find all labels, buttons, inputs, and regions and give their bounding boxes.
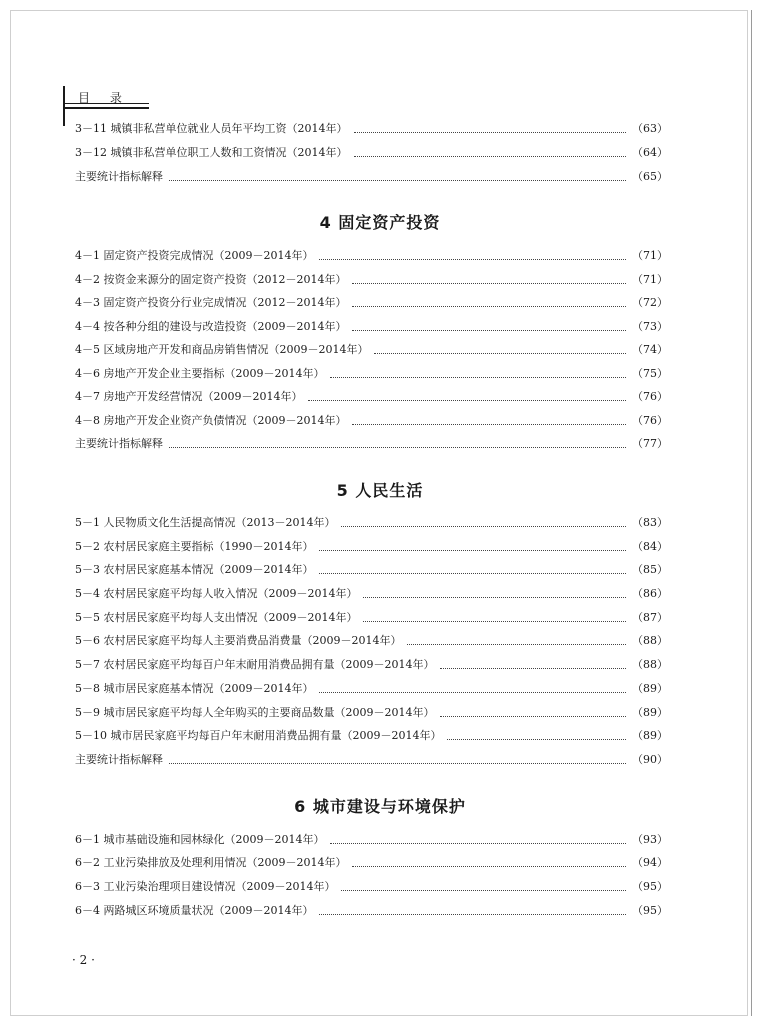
toc-entry-label: 6－2 工业污染排放及处理利用情况（2009－2014年） xyxy=(75,856,347,869)
toc-entry-page: （64） xyxy=(632,146,668,159)
toc-entry-page: （89） xyxy=(632,729,668,742)
dot-leader xyxy=(374,352,626,354)
toc-entry[interactable] xyxy=(75,705,668,721)
toc-entry-page: （63） xyxy=(632,122,668,135)
dot-leader xyxy=(341,525,626,527)
toc-entry-page: （94） xyxy=(632,856,668,869)
toc-entry-label: 6－3 工业污染治理项目建设情况（2009－2014年） xyxy=(75,880,336,893)
toc-entry-page: （95） xyxy=(632,904,668,917)
toc-entry-label: 5－2 农村居民家庭主要指标（1990－2014年） xyxy=(75,540,314,553)
dot-leader xyxy=(363,596,626,598)
toc-entry-page: （95） xyxy=(632,880,668,893)
toc-entry-label: 5－3 农村居民家庭基本情况（2009－2014年） xyxy=(75,563,314,576)
toc-entry-label: 3－11 城镇非私营单位就业人员年平均工资（2014年） xyxy=(75,122,348,135)
toc-entry[interactable] xyxy=(75,657,668,673)
toc-entry[interactable] xyxy=(75,319,668,335)
toc-entry-label: 5－8 城市居民家庭基本情况（2009－2014年） xyxy=(75,682,314,695)
toc-entry[interactable] xyxy=(75,633,668,649)
dot-leader xyxy=(319,691,626,693)
toc-entry-label: 4－7 房地产开发经营情况（2009－2014年） xyxy=(75,390,303,403)
toc-entry-page: （77） xyxy=(632,437,668,450)
running-head-vertical-rule xyxy=(63,86,65,126)
running-head-rule-thick xyxy=(63,107,149,109)
toc-entry[interactable] xyxy=(75,169,668,185)
toc-entry[interactable] xyxy=(75,145,668,161)
toc-entry-page: （73） xyxy=(632,320,668,333)
dot-leader xyxy=(440,715,626,717)
toc-entry-page: （71） xyxy=(632,249,668,262)
toc-entry[interactable] xyxy=(75,728,668,744)
toc-entry-label: 5－5 农村居民家庭平均每人支出情况（2009－2014年） xyxy=(75,611,358,624)
toc-entry-label: 6－4 两路城区环境质量状况（2009－2014年） xyxy=(75,904,314,917)
dot-leader xyxy=(352,423,626,425)
toc-entry-label: 5－4 农村居民家庭平均每人收入情况（2009－2014年） xyxy=(75,587,358,600)
toc-entry-page: （83） xyxy=(632,516,668,529)
toc-entry-page: （86） xyxy=(632,587,668,600)
toc-entry-page: （71） xyxy=(632,273,668,286)
toc-entry-page: （88） xyxy=(632,658,668,671)
dot-leader xyxy=(363,620,626,622)
toc-entry-label: 主要统计指标解释 xyxy=(75,753,163,766)
toc-entry-page: （76） xyxy=(632,390,668,403)
toc-entry-page: （72） xyxy=(632,296,668,309)
toc-entry-label: 4－4 按各种分组的建设与改造投资（2009－2014年） xyxy=(75,320,347,333)
dot-leader xyxy=(319,258,626,260)
toc-entry[interactable] xyxy=(75,903,668,919)
dot-leader xyxy=(354,131,627,133)
dot-leader xyxy=(319,549,626,551)
toc-entry-label: 5－10 城市居民家庭平均每百户年末耐用消费品拥有量（2009－2014年） xyxy=(75,729,442,742)
dot-leader xyxy=(319,572,626,574)
toc-entry[interactable] xyxy=(75,610,668,626)
toc-entry[interactable] xyxy=(75,295,668,311)
dot-leader xyxy=(407,643,626,645)
toc-entry-page: （89） xyxy=(632,706,668,719)
toc-entry[interactable] xyxy=(75,681,668,697)
toc-entry-label: 4－2 按资金来源分的固定资产投资（2012－2014年） xyxy=(75,273,347,286)
toc-entry[interactable] xyxy=(75,366,668,382)
toc-entry-label: 4－8 房地产开发企业资产负债情况（2009－2014年） xyxy=(75,414,347,427)
page-number: · 2 · xyxy=(72,953,95,967)
dot-leader xyxy=(354,155,627,157)
toc-entry-page: （88） xyxy=(632,634,668,647)
toc-entry-label: 4－3 固定资产投资分行业完成情况（2012－2014年） xyxy=(75,296,347,309)
toc-entry-page: （89） xyxy=(632,682,668,695)
toc-entry-label: 4－1 固定资产投资完成情况（2009－2014年） xyxy=(75,249,314,262)
toc-entry-page: （75） xyxy=(632,367,668,380)
toc-entry-page: （85） xyxy=(632,563,668,576)
toc-entry-page: （93） xyxy=(632,833,668,846)
toc-entry[interactable] xyxy=(75,752,668,768)
toc-entry[interactable] xyxy=(75,586,668,602)
dot-leader xyxy=(352,305,626,307)
dot-leader xyxy=(169,762,626,764)
toc-entry[interactable] xyxy=(75,832,668,848)
toc-entry[interactable] xyxy=(75,413,668,429)
dot-leader xyxy=(169,446,626,448)
toc-entry[interactable] xyxy=(75,121,668,137)
toc-entry-label: 5－1 人民物质文化生活提高情况（2013－2014年） xyxy=(75,516,336,529)
toc-entry-label: 主要统计指标解释 xyxy=(75,170,163,183)
toc-entry-label: 5－7 农村居民家庭平均每百户年末耐用消费品拥有量（2009－2014年） xyxy=(75,658,435,671)
toc-entry[interactable] xyxy=(75,272,668,288)
toc-entry[interactable] xyxy=(75,855,668,871)
section-title: 5 人民生活 xyxy=(336,481,424,500)
toc-entry-label: 5－9 城市居民家庭平均每人全年购买的主要商品数量（2009－2014年） xyxy=(75,706,435,719)
dot-leader xyxy=(319,913,626,915)
toc-entry-page: （74） xyxy=(632,343,668,356)
toc-entry[interactable] xyxy=(75,436,668,452)
toc-entry[interactable] xyxy=(75,562,668,578)
toc-entry-page: （87） xyxy=(632,611,668,624)
dot-leader xyxy=(440,667,626,669)
dot-leader xyxy=(352,282,626,284)
dot-leader xyxy=(330,376,626,378)
dot-leader xyxy=(352,865,626,867)
dot-leader xyxy=(447,738,626,740)
toc-entry[interactable] xyxy=(75,342,668,358)
toc-entry-page: （76） xyxy=(632,414,668,427)
toc-entry-label: 主要统计指标解释 xyxy=(75,437,163,450)
toc-entry-label: 3－12 城镇非私营单位职工人数和工资情况（2014年） xyxy=(75,146,348,159)
toc-entry[interactable] xyxy=(75,539,668,555)
toc-entry-label: 6－1 城市基础设施和园林绿化（2009－2014年） xyxy=(75,833,325,846)
dot-leader xyxy=(169,179,626,181)
toc-entry-label: 4－5 区域房地产开发和商品房销售情况（2009－2014年） xyxy=(75,343,369,356)
toc-entry[interactable] xyxy=(75,389,668,405)
toc-entry-label: 4－6 房地产开发企业主要指标（2009－2014年） xyxy=(75,367,325,380)
page-edge-rule xyxy=(751,10,752,1016)
dot-leader xyxy=(352,329,626,331)
section-title: 6 城市建设与环境保护 xyxy=(294,797,466,816)
toc-entry[interactable] xyxy=(75,515,668,531)
section-title: 4 固定资产投资 xyxy=(319,213,441,232)
dot-leader xyxy=(330,842,626,844)
running-head: 目 录 xyxy=(78,91,130,105)
toc-entry-page: （90） xyxy=(632,753,668,766)
toc-entry[interactable] xyxy=(75,879,668,895)
dot-leader xyxy=(341,889,626,891)
dot-leader xyxy=(308,399,626,401)
toc-entry[interactable] xyxy=(75,248,668,264)
toc-entry-label: 5－6 农村居民家庭平均每人主要消费品消费量（2009－2014年） xyxy=(75,634,402,647)
toc-entry-page: （65） xyxy=(632,170,668,183)
toc-entry-page: （84） xyxy=(632,540,668,553)
